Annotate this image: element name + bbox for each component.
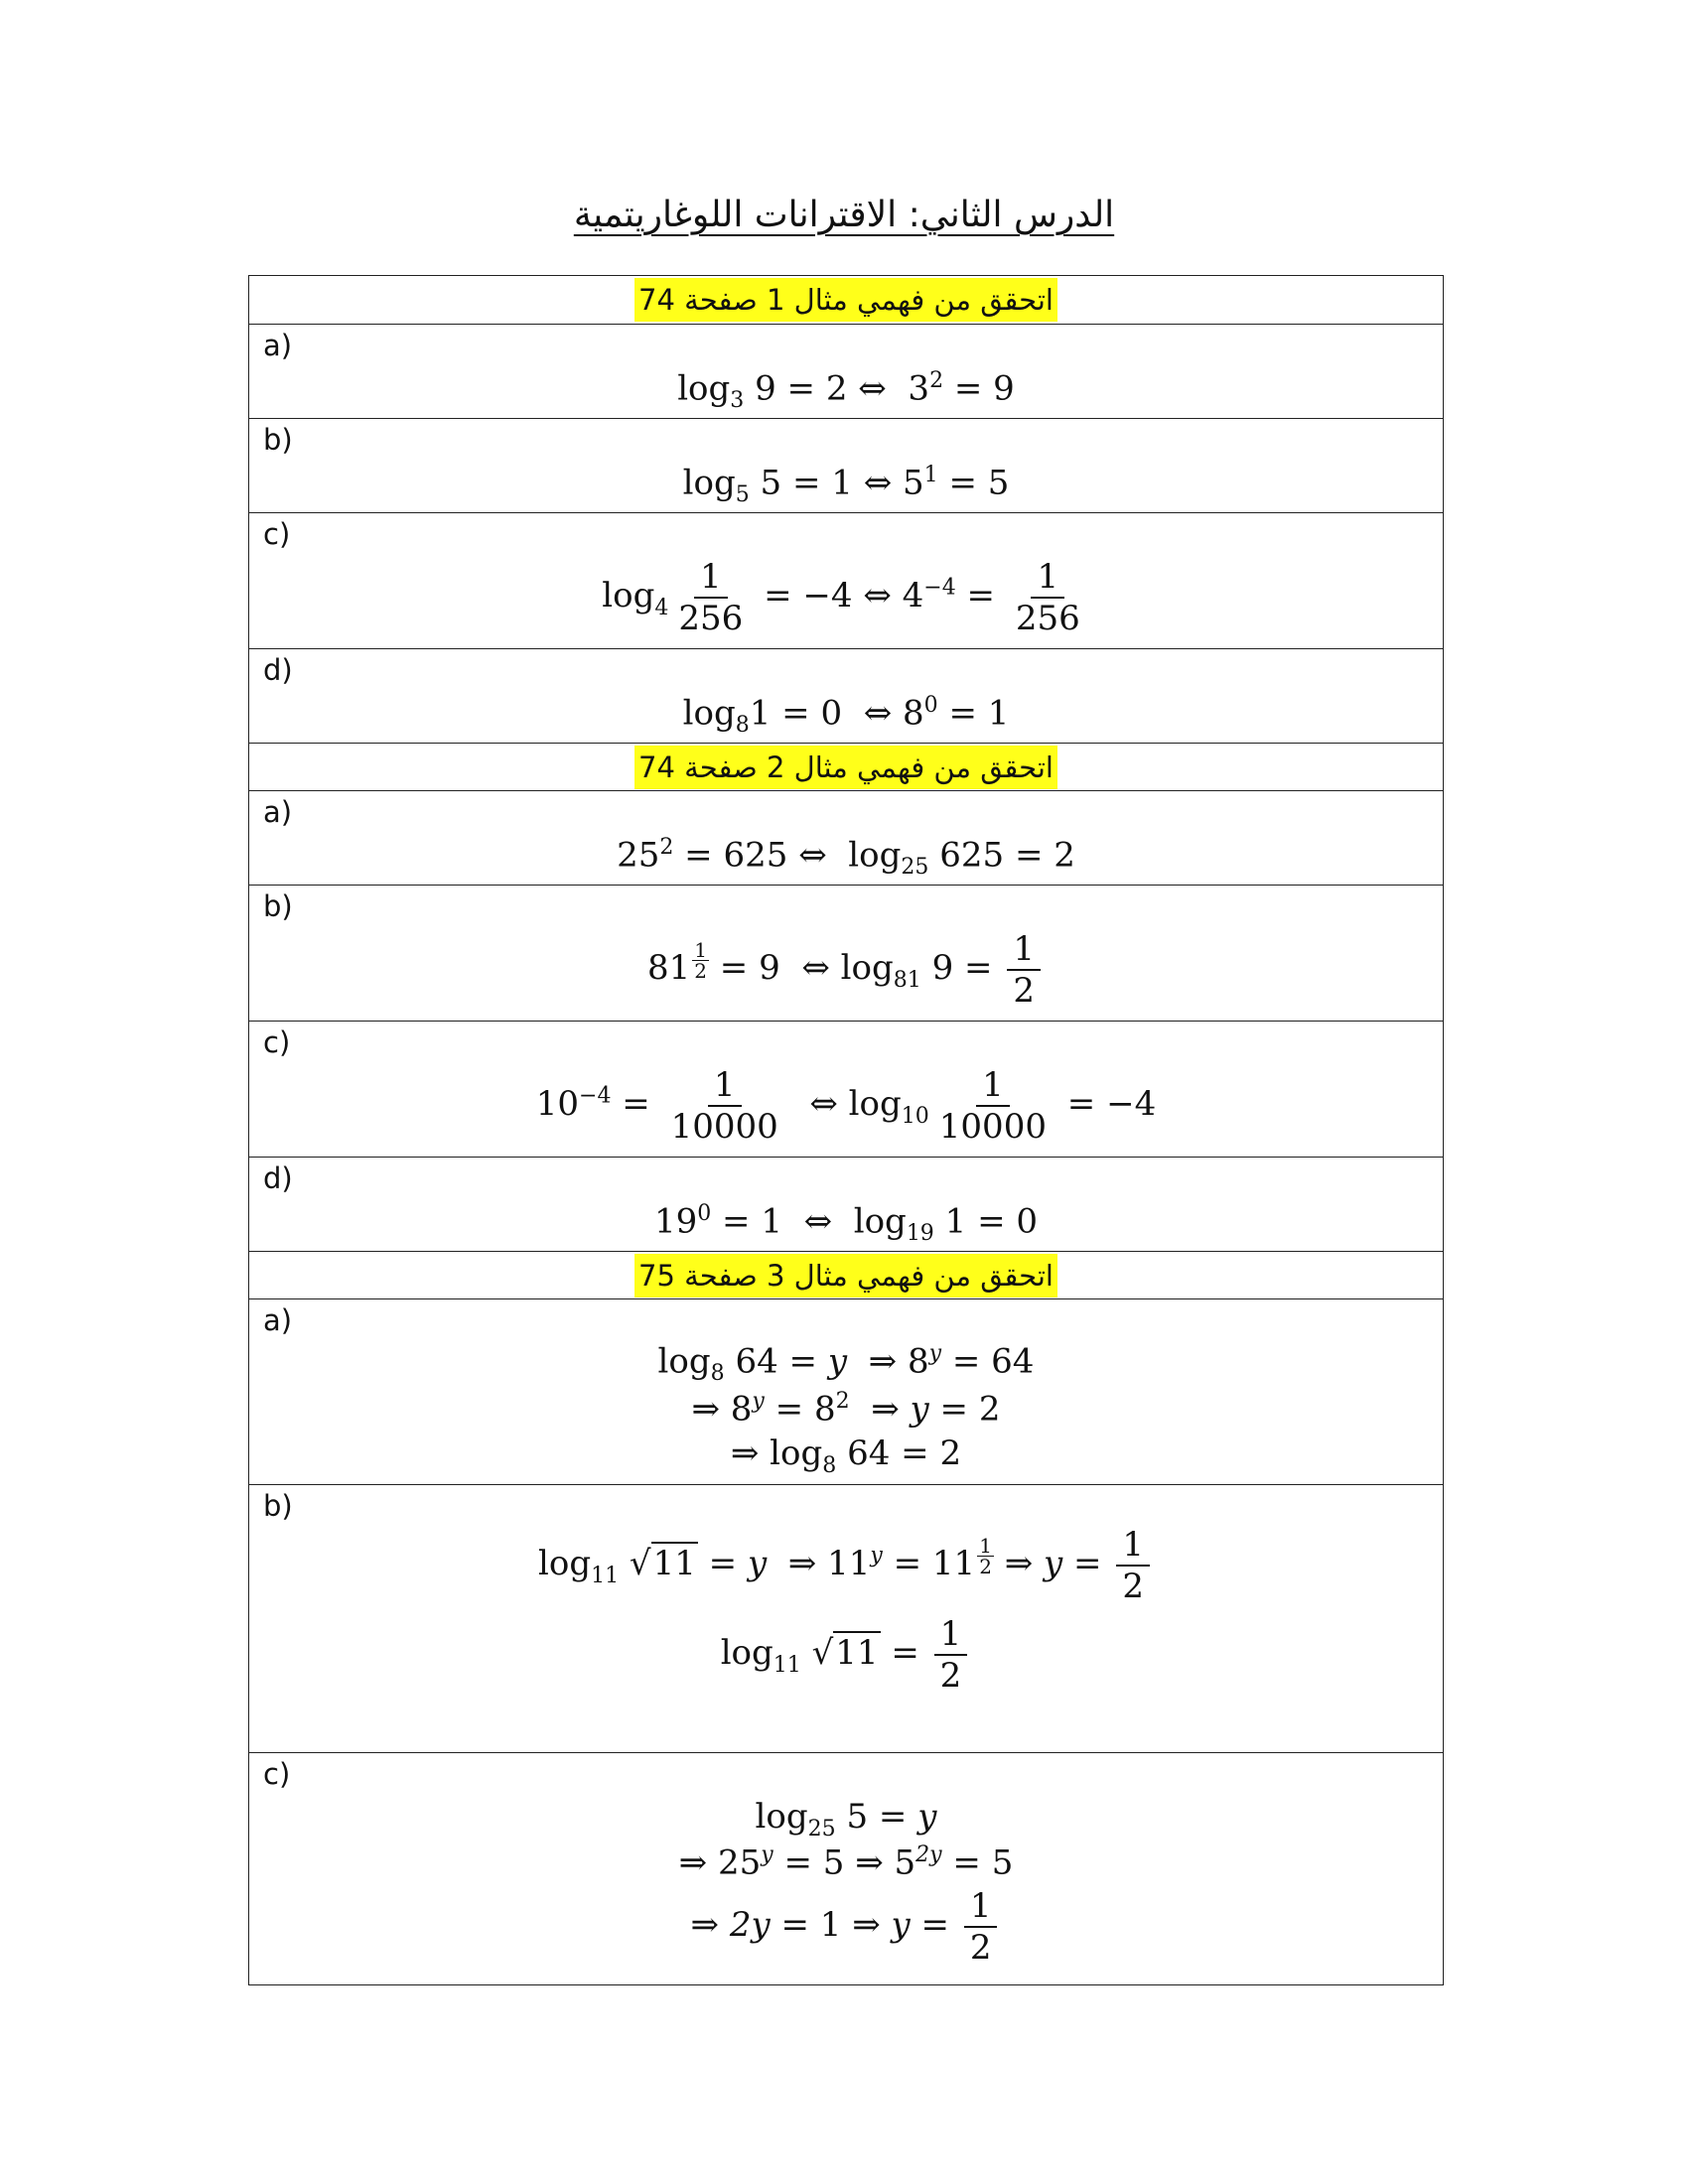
item-label: a) bbox=[263, 795, 293, 829]
equation: $\log_4$ $\frac{1}{256}$ = −4 ⇔ $4^{-4}$ = $\frac{1}{256}$ bbox=[602, 557, 1080, 638]
equation-line: $\log_8 64 = y$ ⇒ $8^y = 64$ bbox=[657, 1341, 1035, 1387]
table-row bbox=[249, 1752, 1443, 1986]
item-label: c) bbox=[263, 517, 291, 551]
equation: $19^0 = 1$ ⇔ $\log_{19} 1 = 0$ bbox=[653, 1201, 1039, 1247]
table-row bbox=[249, 885, 1443, 1021]
table-row bbox=[249, 1157, 1443, 1251]
equation: $25^2 = 625$ ⇔ $\log_{25} 625 = 2$ bbox=[617, 835, 1075, 881]
table-row bbox=[249, 324, 1443, 418]
section-3-header bbox=[249, 1251, 1443, 1298]
item-label: c) bbox=[263, 1025, 291, 1059]
page-title: الدرس الثاني: الاقترانات اللوغاريتمية bbox=[573, 195, 1115, 235]
item-label: a) bbox=[263, 1303, 293, 1337]
section-heading: اتحقق من فهمي مثال 1 صفحة 74 bbox=[634, 278, 1057, 322]
equation: $\log_5 5 = 1$ ⇔ $5^1 = 5$ bbox=[682, 463, 1010, 508]
item-label: d) bbox=[263, 1161, 293, 1195]
equation: $\log_3 9 = 2$ ⇔ $3^2 = 9$ bbox=[677, 368, 1015, 414]
section-heading: اتحقق من فهمي مثال 2 صفحة 74 bbox=[634, 746, 1057, 789]
equation-line: ⇒ $\log_8 64 = 2$ bbox=[730, 1433, 962, 1478]
equation-line: ⇒ 2y = 1 ⇒ y = $\frac{1}{2}$ bbox=[249, 1886, 1443, 1968]
equation-line: ⇒ $25^y = 5$ ⇒ $5^{2y} = 5$ bbox=[678, 1843, 1014, 1883]
item-label: d) bbox=[263, 653, 293, 687]
table-row bbox=[249, 512, 1443, 648]
item-label: b) bbox=[263, 889, 293, 923]
equation: $10^{-4}$ = $\frac{1}{10000}$ ⇔ $\log_{10}$ $\frac{1}{10000}$ = −4 bbox=[535, 1065, 1157, 1147]
item-label: b) bbox=[263, 1489, 293, 1523]
worksheet-table bbox=[248, 275, 1444, 1985]
equation: 81 $\frac{1}{2}$ = 9 ⇔ $\log_{81} 9$ = $\frac{1}{2}$ bbox=[249, 929, 1443, 1011]
section-2-header bbox=[249, 743, 1443, 790]
equation-line: $\log_{25} 5 = y$ bbox=[755, 1797, 937, 1842]
table-row bbox=[249, 418, 1443, 512]
section-1-header bbox=[249, 276, 1443, 324]
equation-line: ⇒ $8^y = 8^2$ ⇒ y = 2 bbox=[691, 1389, 1001, 1430]
table-row bbox=[249, 1021, 1443, 1157]
equation: $\log_81 = 0$ ⇔ $8^0 = 1$ bbox=[682, 693, 1010, 739]
equation-line: $\log_{11} √11$ = $\frac{1}{2}$ bbox=[249, 1614, 1443, 1696]
item-label: c) bbox=[263, 1757, 291, 1791]
table-row bbox=[249, 1298, 1443, 1484]
table-row bbox=[249, 790, 1443, 885]
item-label: a) bbox=[263, 329, 293, 362]
section-heading: اتحقق من فهمي مثال 3 صفحة 75 bbox=[634, 1254, 1057, 1297]
table-row bbox=[249, 648, 1443, 743]
equation-line: $\log_{11} √11 = y$ ⇒ $11^y = 11$ $\frac{1}{2}$ ⇒ y = $\frac{1}{2}$ bbox=[249, 1525, 1443, 1606]
table-row bbox=[249, 1484, 1443, 1752]
item-label: b) bbox=[263, 423, 293, 457]
